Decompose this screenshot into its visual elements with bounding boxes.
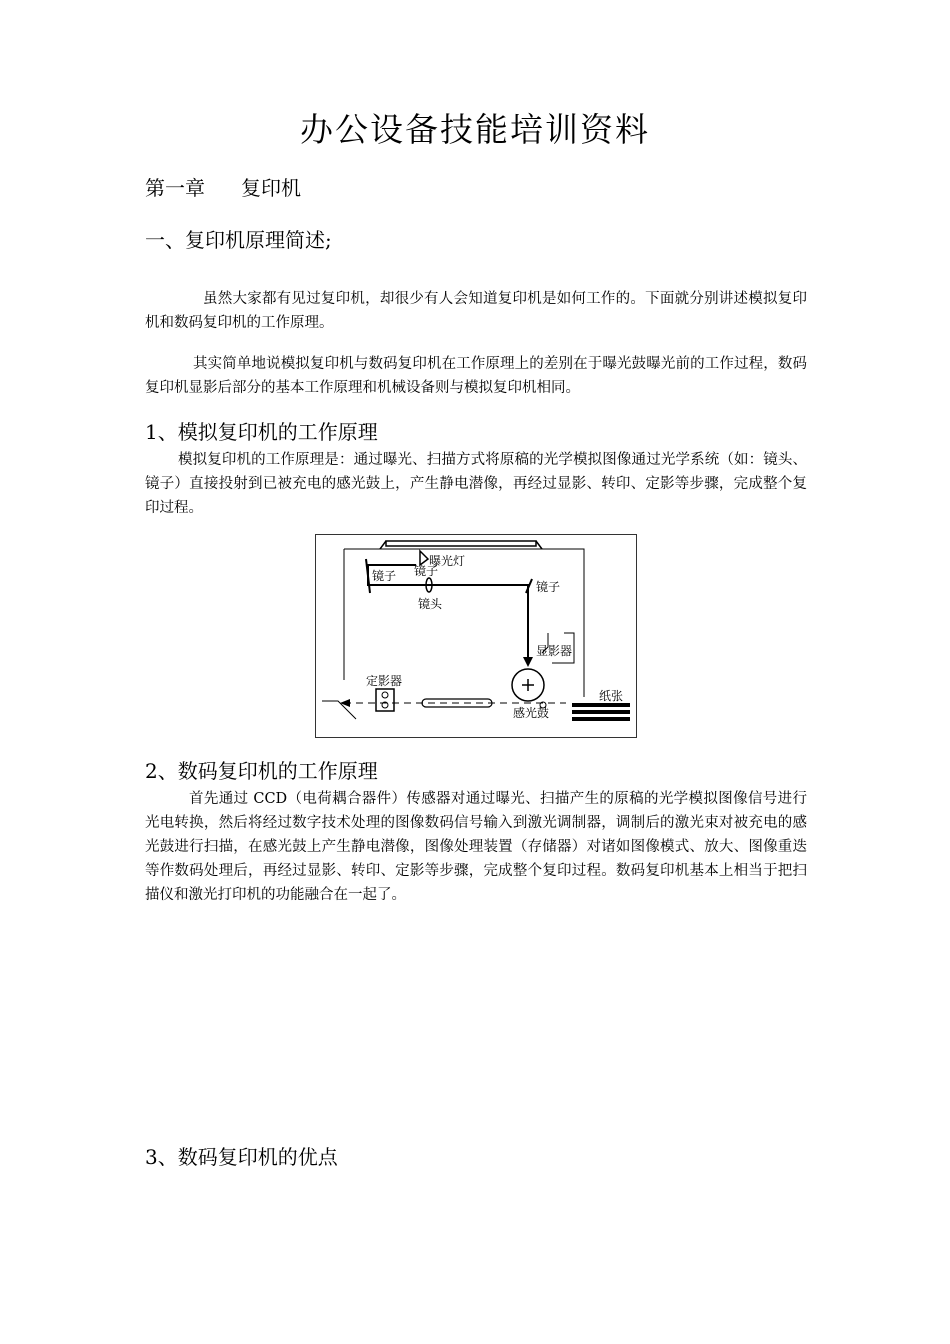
paper-stack-2: [572, 710, 630, 714]
label-drum: 感光鼓: [513, 706, 550, 720]
copier-diagram: [315, 534, 637, 738]
label-lens: 镜头: [418, 597, 443, 611]
label-fuser: 定影器: [366, 674, 403, 688]
page-title: 办公设备技能培训资料: [300, 110, 650, 149]
label-developer: 显影器: [536, 644, 573, 658]
drum-center: [522, 679, 534, 691]
platen-glass: [386, 541, 536, 546]
subheading-advantages: 3、数码复印机的优点: [145, 1145, 338, 1169]
label-mirror-right: 镜子: [536, 580, 561, 594]
optical-path-arrow: [523, 657, 533, 667]
chapter-name: 复印机: [241, 176, 301, 200]
fuser-roller-top: [382, 692, 388, 698]
paper-stack-3: [572, 717, 630, 721]
paper-exit-arrow: [340, 699, 350, 707]
chapter-number: 第一章: [145, 176, 205, 200]
paper-stack-1: [572, 703, 630, 707]
subheading-analog: 1、模拟复印机的工作原理: [145, 420, 378, 444]
analog-paragraph: 模拟复印机的工作原理是：通过曝光、扫描方式将原稿的光学模拟图像通过光学系统（如：镜头、镜子）直接投射到已被充电的感光鼓上，产生静电潜像，再经过显影、转印、定影等步骤，完成整个复印过程。: [145, 452, 807, 516]
chapter-heading: [145, 172, 301, 201]
label-mirror-top: 镜子: [414, 564, 439, 578]
platen-edges: [380, 541, 542, 549]
subheading-digital: 2、数码复印机的工作原理: [145, 759, 378, 783]
digital-paragraph: 首先通过 CCD（电荷耦合器件）传感器对通过曝光、扫描产生的原稿的光学模拟图像信号进行光电转换，然后将经过数字技术处理的图像数码信号输入到激光调制器，调制后的激光束对被充电的感光鼓进行扫描，在感光鼓上产生静电潜像，图像处理装置（存储器）对诸如图像模式、放大、图像重迭等作数码处理后，再经过显影、转印、定影等步骤，完成整个复印过程。数码复印机基本上相当于把扫描仪和激光打印机的功能融合在一起了。: [145, 791, 807, 903]
intro-paragraph-2: 其实简单地说模拟复印机与数码复印机在工作原理上的差别在于曝光鼓曝光前的工作过程，数码复印机显影后部分的基本工作原理和机械设备则与模拟复印机相同。: [145, 356, 807, 396]
label-mirror-left: 镜子: [372, 569, 397, 583]
copier-diagram-svg: [316, 535, 636, 737]
section-heading-principle: 一、复印机原理简述;: [145, 228, 332, 252]
label-paper: 纸张: [599, 689, 624, 703]
intro-paragraph-1: 虽然大家都有见过复印机，却很少有人会知道复印机是如何工作的。下面就分别讲述模拟复印机和数码复印机的工作原理。: [145, 291, 807, 331]
lamp-icon: [420, 551, 428, 565]
exit-tray: [322, 701, 356, 719]
label-lamp: 曝光灯: [429, 554, 466, 568]
